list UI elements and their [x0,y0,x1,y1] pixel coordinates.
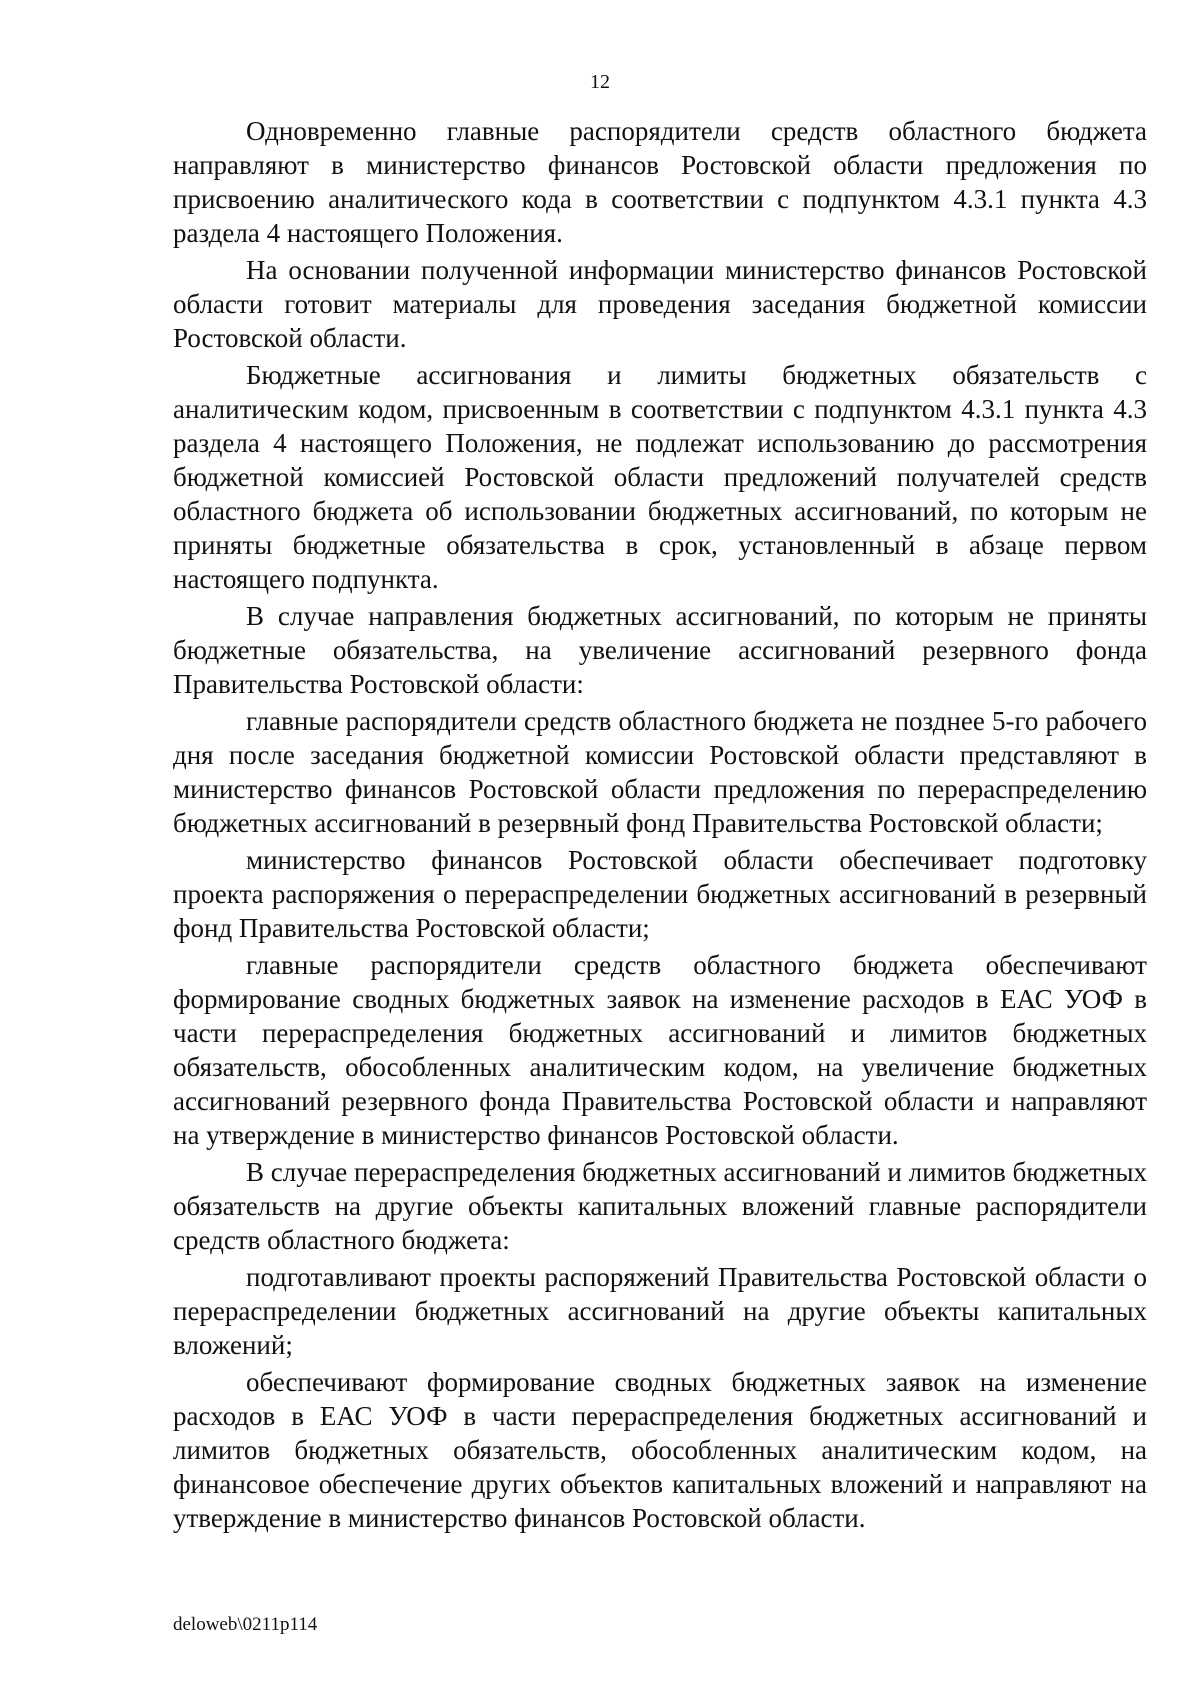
paragraph-6: министерство финансов Ростовской области обеспечивает подготовку проекта распоряжения о перераспределении бюджетных ассигнований в резервный фонд Правительства Ростовской области; [173,845,1147,943]
page-number: 12 [590,71,610,93]
footer-document-code: deloweb\0211p114 [173,1614,318,1635]
paragraph-7: главные распорядители средств областного бюджета обеспечивают формирование сводных бюджетных заявок на изменение расходов в ЕАС УОФ в части перераспределения бюджетных ассигнований и лимитов бюджетных обязательств, обособленных аналитическим кодом, на увеличение бюджетных ассигнований резервного фонда Правительства Ростовской области и направляют на утверждение в министерство финансов Ростовской области. [173,950,1147,1150]
document-body [173,114,1147,1538]
paragraph-3: Бюджетные ассигнования и лимиты бюджетных обязательств с аналитическим кодом, присвоенным в соответствии с подпунктом 4.3.1 пункта 4.3 раздела 4 настоящего Положения, не подлежат использованию до рассмотрения бюджетной комиссией Ростовской области предложений получателей средств областного бюджета об использовании бюджетных ассигнований, по которым не приняты бюджетные обязательства в срок, установленный в абзаце первом настоящего подпункта. [173,360,1147,594]
paragraph-1: Одновременно главные распорядители средств областного бюджета направляют в министерство финансов Ростовской области предложения по присвоению аналитического кода в соответствии с подпунктом 4.3.1 пункта 4.3 раздела 4 настоящего Положения. [173,116,1147,248]
paragraph-8: В случае перераспределения бюджетных ассигнований и лимитов бюджетных обязательств на другие объекты капитальных вложений главные распорядители средств областного бюджета: [173,1157,1147,1255]
paragraph-2: На основании полученной информации министерство финансов Ростовской области готовит материалы для проведения заседания бюджетной комиссии Ростовской области. [173,255,1147,353]
paragraph-5: главные распорядители средств областного бюджета не позднее 5-го рабочего дня после заседания бюджетной комиссии Ростовской области представляют в министерство финансов Ростовской области предложения по перераспределению бюджетных ассигнований в резервный фонд Правительства Ростовской области; [173,706,1147,838]
paragraph-9: подготавливают проекты распоряжений Правительства Ростовской области о перераспределении бюджетных ассигнований на другие объекты капитальных вложений; [173,1262,1147,1360]
paragraph-10: обеспечивают формирование сводных бюджетных заявок на изменение расходов в ЕАС УОФ в части перераспределения бюджетных ассигнований и лимитов бюджетных обязательств, обособленных аналитическим кодом, на финансовое обеспечение других объектов капитальных вложений и направляют на утверждение в министерство финансов Ростовской области. [173,1367,1147,1533]
paragraph-4: В случае направления бюджетных ассигнований, по которым не приняты бюджетные обязательства, на увеличение ассигнований резервного фонда Правительства Ростовской области: [173,601,1147,699]
